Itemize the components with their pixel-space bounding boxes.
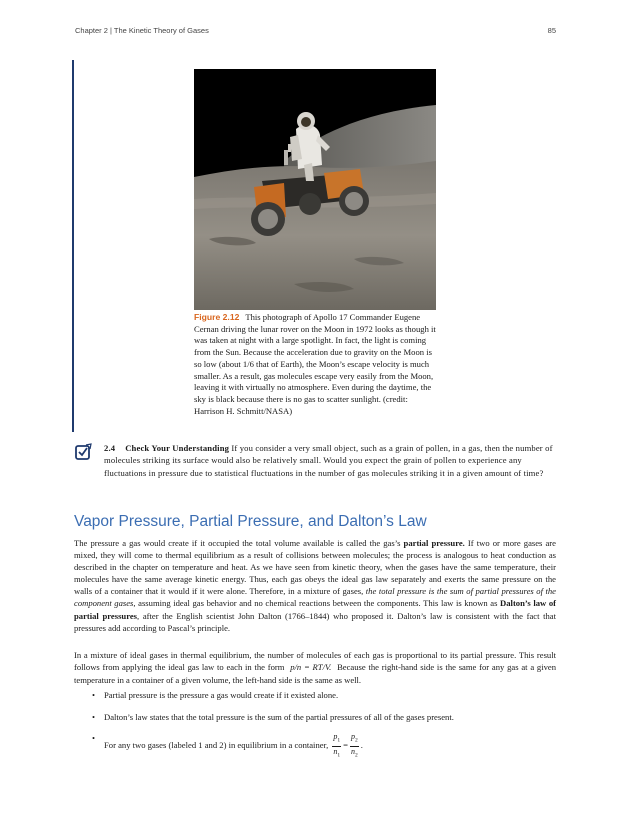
cyu-title: Check Your Understanding <box>125 443 230 453</box>
page-header <box>75 26 556 38</box>
list-item: • For any two gases (labeled 1 and 2) in equilibrium in a container, $\frac{p_1}{n_1}$ = $\frac{p_2}{n_2}$ . <box>92 732 363 759</box>
inline-equation: p/n = RT/V. <box>290 662 332 673</box>
cyu-number: 2.4 <box>104 443 116 453</box>
p1-text-a: The pressure a gas would create if it occupied the total volume available is called the gas’s <box>74 538 404 548</box>
bullet-text: Partial pressure is the pressure a gas would create if it existed alone. <box>104 690 339 700</box>
term-partial-pressure: partial pressure. <box>403 538 465 548</box>
section-heading: Vapor Pressure, Partial Pressure, and Dalton’s Law <box>74 513 427 530</box>
checkbox-pencil-icon <box>75 443 93 461</box>
page-number: 85 <box>547 26 556 35</box>
chapter-title: Chapter 2 | The Kinetic Theory of Gases <box>75 26 209 35</box>
cyu-body: If you consider a very small object, such as a grain of pollen, in a gas, then the number of molecules striking its surface would also be relatively small. Would you expect the grain of pollen to experience any fluctuations in pressure due to statistical fluctuations in the number of gas molecules striking it in a given amount of time? <box>104 443 553 478</box>
term-daltons-law: Dalton’s law of partial pressures <box>74 598 557 621</box>
list-item <box>92 711 564 723</box>
figure-caption <box>194 312 436 417</box>
figure-margin-bar <box>72 60 74 432</box>
bullet-icon: • <box>92 733 96 743</box>
p2-text-b: Because the right-hand side is the same for any gas at a given temperature in a container of a given volume, the left-hand side is the same as well. <box>74 662 556 685</box>
p1-text-b: If two or more gases are mixed, they will come to thermal equilibrium as a result of collisions between molecules; the process is analogous to heat conduction as described in the chapter on temperature and heat. As we have seen from kinetic theory, when the gases have the same temperature, their molecules have the same average kinetic energy. Thus, each gas obeys the ideal gas law separately and exerts the same pressure on the walls of a container that it would if it were alone. Therefore, in a mixture of gases, <box>74 538 556 597</box>
figure-label: Figure 2.12 <box>194 312 240 322</box>
equals-sign: = <box>343 740 348 751</box>
fraction-p2-n2: $\frac{p_2}{n_2}$ <box>351 732 358 759</box>
p1-italic: the total pressure is the sum of partial pressures of the component gases <box>74 586 556 609</box>
bullet-text: Dalton’s law states that the total pressure is the sum of the partial pressures of all of the gases present. <box>104 712 454 722</box>
fraction-p1-n1: $\frac{p_1}{n_1}$ <box>333 732 341 759</box>
check-your-understanding <box>104 442 556 479</box>
p1-text-d: , after the English scientist John Dalton (1766–1844) who proposed it. Dalton’s law is consistent with the fact that pressures add according to Pascal’s principle. <box>74 610 556 633</box>
paragraph-mixture <box>74 649 556 686</box>
bullet-text: For any two gases (labeled 1 and 2) in equilibrium in a container, <box>104 740 329 751</box>
bullet-icon: • <box>92 712 96 722</box>
apollo-17-photo <box>194 69 436 310</box>
p2-text-a: In a mixture of ideal gases in thermal equilibrium, the number of molecules of each gas is proportional to its partial pressure. This result follows from applying the ideal gas law to each in the form <box>74 650 556 673</box>
p1-text-c: , assuming ideal gas behavior and no chemical reactions between the components. This law is known as <box>133 598 501 609</box>
list-item <box>92 689 564 701</box>
paragraph-partial-pressure <box>74 537 556 634</box>
figure-caption-text: This photograph of Apollo 17 Commander Eugene Cernan driving the lunar rover on the Moon in 1972 looks as though it was taken at night with a large spotlight. In fact, the light is coming from the Sun. Because the acceleration due to gravity on the Moon is so low (about 1/6 that of Earth), the Moon’s escape velocity is much smaller. As a result, gas molecules escape very easily from the Moon, leaving it with virtually no atmosphere. Even during the daytime, the sky is black because there is no gas to scatter sunlight. (credit: Harrison H. Schmitt/NASA) <box>194 312 436 416</box>
bullet-icon: • <box>92 690 96 700</box>
